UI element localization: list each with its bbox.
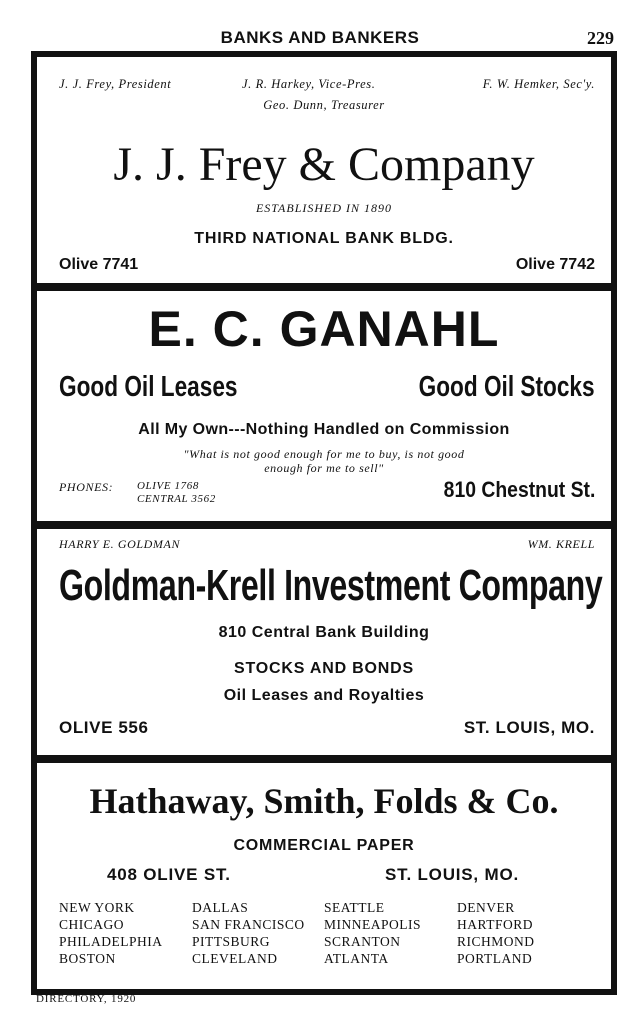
page-number: 229 bbox=[587, 28, 614, 48]
goldman-line2: Oil Leases and Royalties bbox=[223, 687, 425, 704]
branch-city: PORTLAND bbox=[457, 951, 533, 966]
ganahl-phones-label: PHONES: bbox=[59, 480, 114, 494]
ganahl-quote-line2: enough for me to sell" bbox=[264, 461, 384, 475]
frey-treasurer: Geo. Dunn, Treasurer bbox=[263, 98, 385, 112]
goldman-partner-left: HARRY E. GOLDMAN bbox=[59, 537, 181, 551]
frey-secretary: F. W. Hemker, Sec'y. bbox=[482, 77, 595, 91]
hathaway-address: 408 OLIVE ST. bbox=[107, 865, 231, 884]
branch-city: DENVER bbox=[457, 900, 515, 915]
branch-column bbox=[457, 899, 535, 967]
branch-city: PHILADELPHIA bbox=[59, 934, 163, 949]
branch-city: CLEVELAND bbox=[192, 951, 278, 966]
ganahl-address-wrap bbox=[423, 477, 595, 503]
branch-city: PITTSBURG bbox=[192, 934, 271, 949]
branch-city: CHICAGO bbox=[59, 917, 125, 932]
separator-rule bbox=[37, 283, 611, 291]
branch-city: DALLAS bbox=[192, 900, 249, 915]
ganahl-left-heading: Good Oil Leases bbox=[59, 371, 238, 403]
ganahl-right-heading-wrap bbox=[369, 371, 595, 404]
running-header bbox=[0, 28, 640, 50]
goldman-phone: OLIVE 556 bbox=[59, 718, 149, 737]
frey-president: J. J. Frey, President bbox=[59, 77, 172, 91]
branch-city: BOSTON bbox=[59, 951, 116, 966]
ad-hathaway bbox=[37, 763, 611, 989]
goldman-company-name: Goldman-Krell Investment Company bbox=[59, 561, 603, 610]
goldman-line1: STOCKS AND BONDS bbox=[234, 660, 414, 677]
frey-phone-left: Olive 7741 bbox=[59, 256, 139, 273]
ganahl-left-heading-wrap bbox=[59, 371, 288, 404]
ganahl-right-heading: Good Oil Stocks bbox=[419, 371, 595, 403]
separator-rule bbox=[37, 521, 611, 529]
ad-goldman-krell bbox=[37, 529, 611, 755]
advertisement-frame bbox=[31, 51, 617, 995]
branch-city: ATLANTA bbox=[324, 951, 389, 966]
branch-city: SEATTLE bbox=[324, 900, 385, 915]
hathaway-subtitle: COMMERCIAL PAPER bbox=[233, 837, 415, 854]
ganahl-quote-line1: "What is not good enough for me to buy, is not good bbox=[183, 447, 465, 461]
branch-column bbox=[59, 899, 163, 967]
hathaway-company-name: Hathaway, Smith, Folds & Co. bbox=[89, 781, 559, 821]
branch-city: SAN FRANCISCO bbox=[192, 917, 305, 932]
frey-vice-president: J. R. Harkey, Vice-Pres. bbox=[242, 77, 376, 91]
branch-city: RICHMOND bbox=[457, 934, 535, 949]
ganahl-phone2: CENTRAL 3562 bbox=[137, 493, 216, 505]
branch-city: HARTFORD bbox=[457, 917, 533, 932]
page-footer: DIRECTORY, 1920 bbox=[36, 993, 137, 1005]
separator-rule bbox=[37, 755, 611, 763]
ad-frey bbox=[37, 57, 611, 283]
branch-column bbox=[192, 899, 305, 967]
ganahl-address: 810 Chestnut St. bbox=[443, 477, 595, 502]
ganahl-name: E. C. GANAHL bbox=[148, 301, 500, 357]
branch-column bbox=[324, 899, 421, 967]
running-head-title: BANKS AND BANKERS bbox=[220, 28, 420, 47]
frey-address: THIRD NATIONAL BANK BLDG. bbox=[194, 230, 454, 247]
hathaway-city: ST. LOUIS, MO. bbox=[385, 865, 519, 884]
goldman-name-wrap bbox=[59, 561, 640, 611]
goldman-city: ST. LOUIS, MO. bbox=[463, 718, 595, 737]
branch-city: NEW YORK bbox=[59, 900, 135, 915]
branch-city: MINNEAPOLIS bbox=[324, 917, 422, 932]
ad-ganahl bbox=[37, 291, 611, 521]
goldman-address: 810 Central Bank Building bbox=[218, 624, 430, 641]
branch-city: SCRANTON bbox=[324, 934, 401, 949]
frey-phone-right: Olive 7742 bbox=[515, 256, 595, 273]
ganahl-tagline: All My Own---Nothing Handled on Commission bbox=[138, 421, 510, 438]
ganahl-phone1: OLIVE 1768 bbox=[137, 480, 199, 492]
frey-company-name: J. J. Frey & Company bbox=[113, 138, 535, 191]
frey-established: ESTABLISHED IN 1890 bbox=[255, 201, 393, 215]
goldman-partner-right: WM. KRELL bbox=[527, 537, 595, 551]
